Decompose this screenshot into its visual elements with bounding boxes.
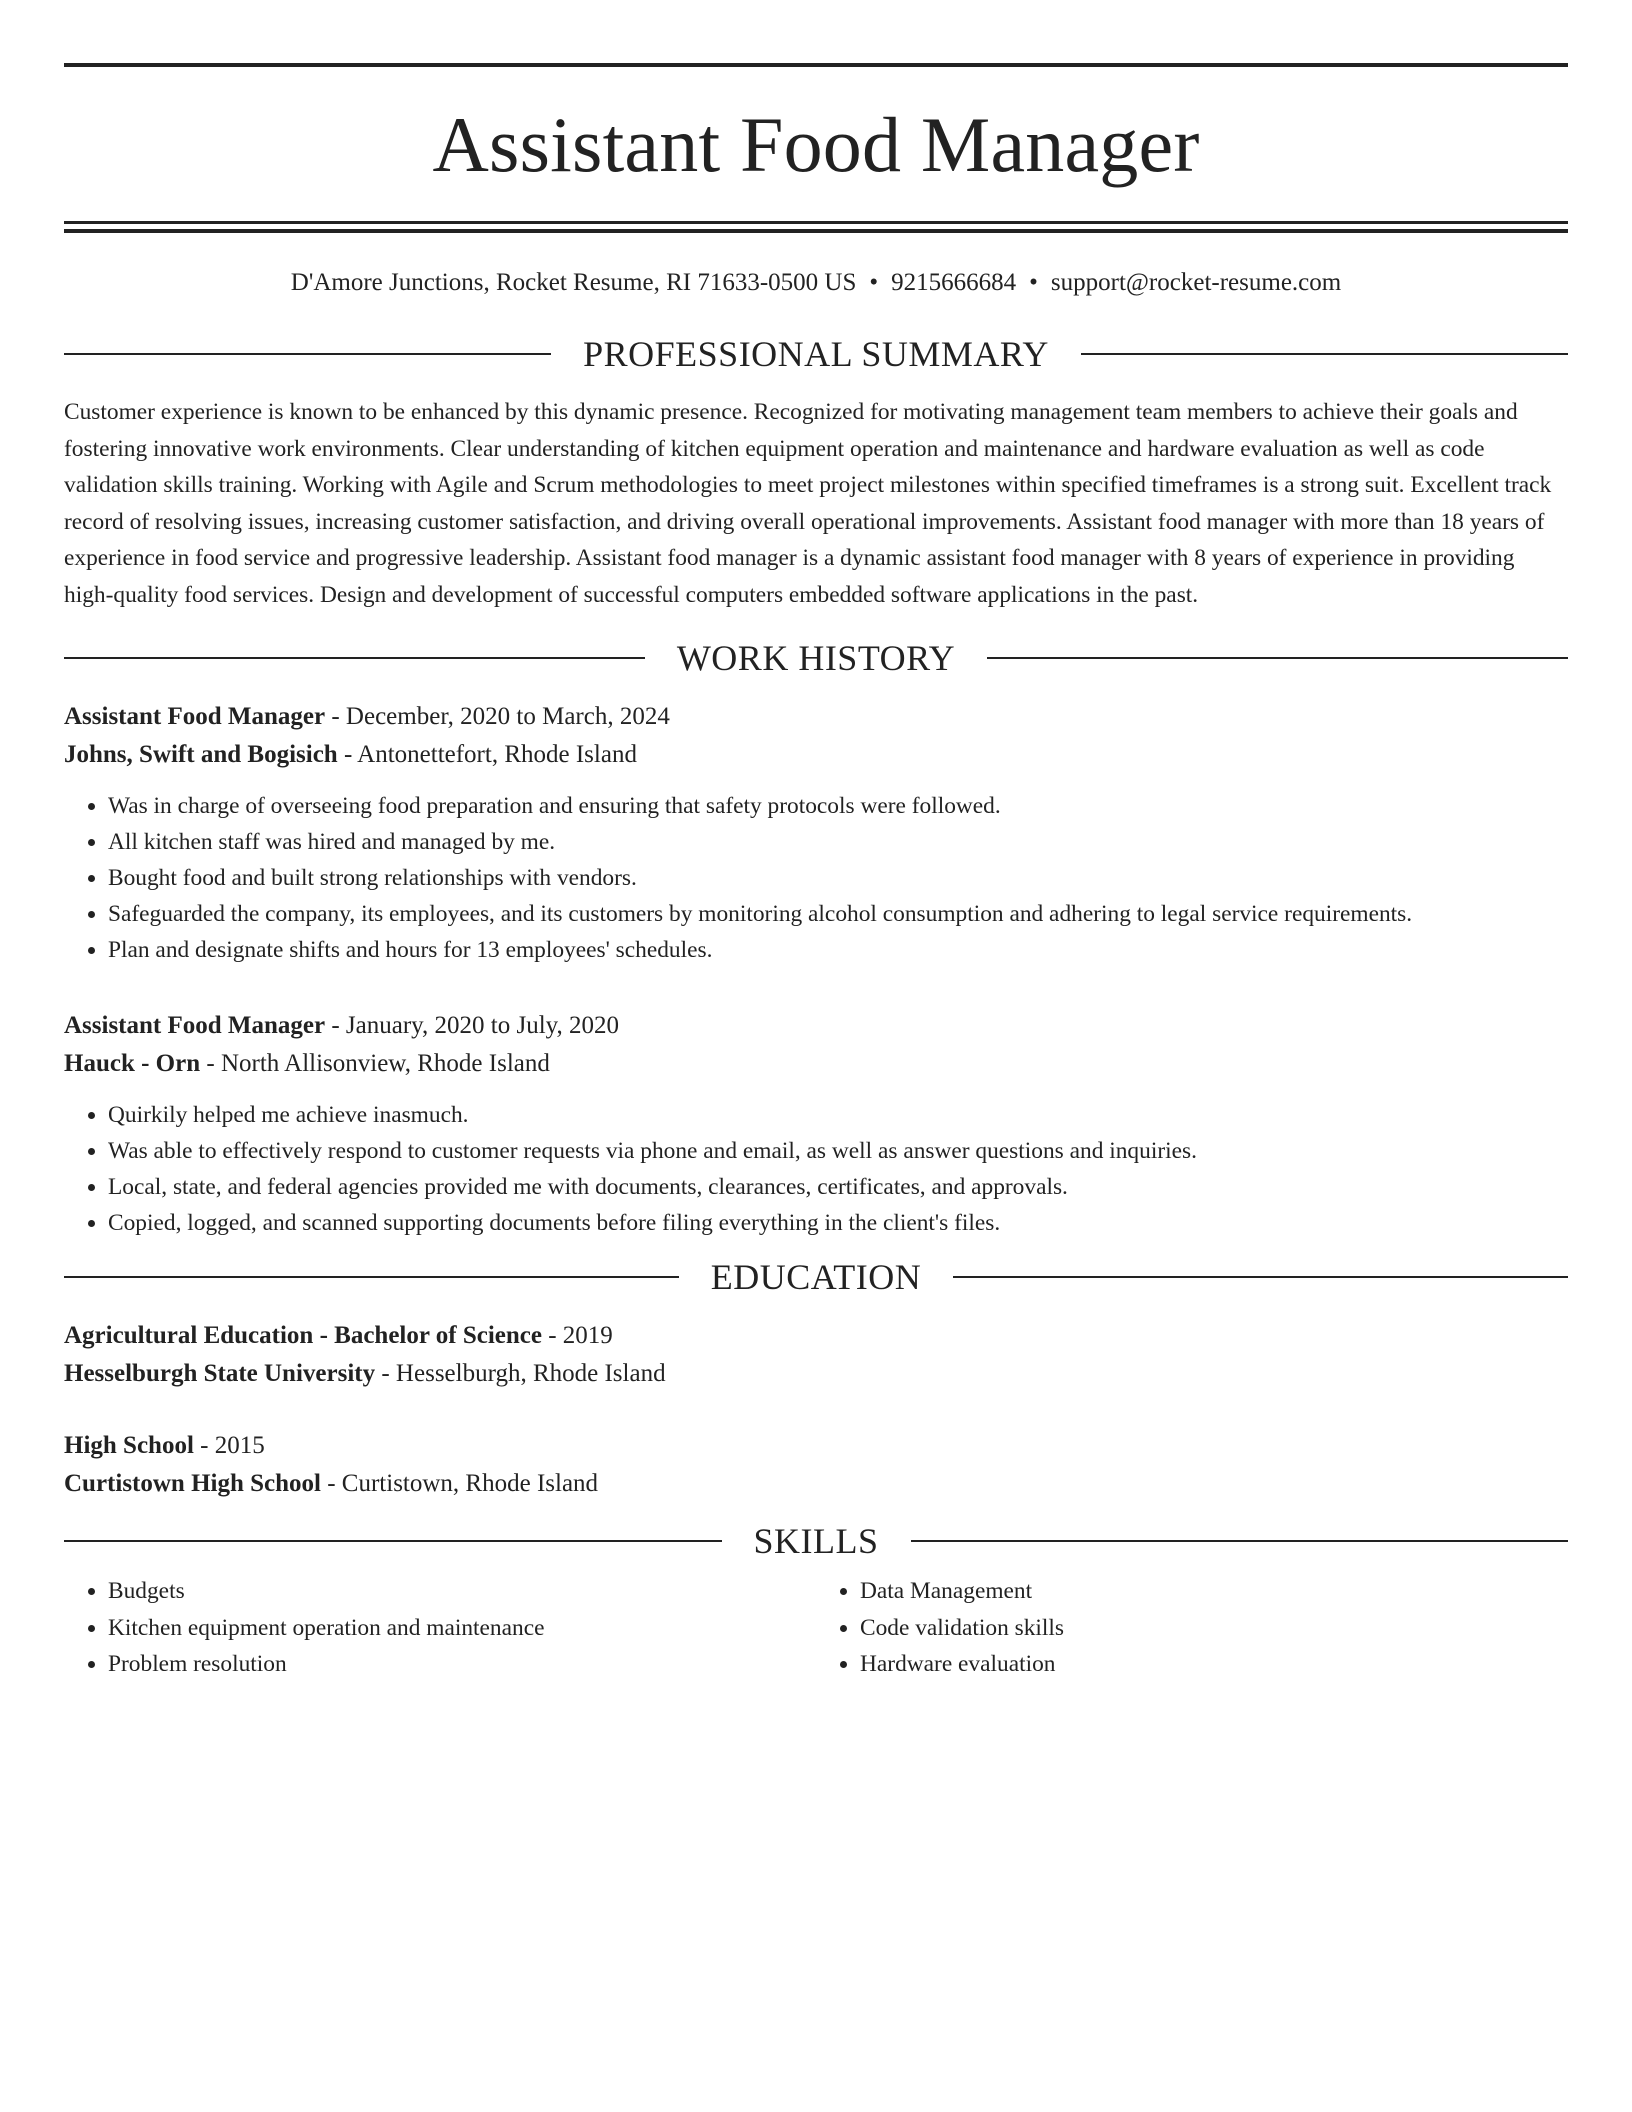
contact-email: support@rocket-resume.com	[1050, 269, 1342, 296]
section-title: EDUCATION	[710, 1257, 922, 1298]
list-item: • Budgets	[108, 1573, 816, 1609]
list-item: • Bought food and built strong relationships with vendors.	[108, 860, 1568, 896]
title-double-rule	[64, 221, 1568, 233]
job-title-line	[64, 698, 1568, 736]
job-dates: - December, 2020 to March, 2024	[325, 702, 670, 730]
education-school: Hesselburgh State University	[64, 1360, 376, 1388]
job-location: - Antonettefort, Rhode Island	[337, 740, 637, 768]
job-company: Johns, Swift and Bogisich	[64, 740, 338, 768]
list-item: • Local, state, and federal agencies provided me with documents, clearances, certificates, and approvals.	[108, 1169, 1568, 1205]
section-heading-summary	[64, 332, 1568, 376]
section-title: PROFESSIONAL SUMMARY	[583, 334, 1049, 374]
list-item: • Problem resolution	[108, 1646, 816, 1682]
resume-title: Assistant Food Manager	[432, 101, 1200, 188]
contact-address: D'Amore Junctions, Rocket Resume, RI 71633-0500 US	[290, 269, 857, 296]
skills-column-left	[64, 1573, 816, 1682]
heading-rule	[64, 1540, 722, 1542]
job-bullets	[64, 788, 1568, 969]
section-title: SKILLS	[753, 1521, 879, 1562]
job-dates: - January, 2020 to July, 2020	[325, 1011, 620, 1039]
job-title: Assistant Food Manager	[64, 702, 326, 730]
heading-rule	[987, 657, 1568, 659]
job-company-line	[64, 736, 1568, 774]
education-school: Curtistown High School	[64, 1470, 321, 1498]
contact-separator: •	[1029, 269, 1038, 296]
job-entry	[64, 698, 1568, 969]
skills-column-right	[816, 1573, 1568, 1682]
heading-rule	[64, 657, 645, 659]
education-degree-line	[64, 1427, 1568, 1465]
section-title: WORK HISTORY	[676, 637, 956, 678]
education-year: - 2019	[541, 1322, 613, 1350]
summary-text: Customer experience is known to be enhanced by this dynamic presence. Recognized for motivating management team members to achieve their goals and fostering innovative work environments. Clear understanding of kitchen equipment operation and maintenance and hardware evaluation as well as code validation skills training. Working with Agile and Scrum methodologies to meet project milestones within specified timeframes is a strong suit. Excellent track record of resolving issues, increasing customer satisfaction, and driving overall operational improvements. Assistant food manager with more than 18 years of experience in food service and progressive leadership. Assistant food manager is a dynamic assistant food manager with 8 years of experience in providing high-quality food services. Design and development of successful computers embedded software applications in the past.	[64, 399, 1552, 608]
job-bullets	[64, 1097, 1568, 1242]
list-item: • Plan and designate shifts and hours for 13 employees' schedules.	[108, 932, 1568, 968]
list-item: • All kitchen staff was hired and managed by me.	[108, 824, 1568, 860]
job-title-line	[64, 1007, 1568, 1045]
list-item: • Copied, logged, and scanned supporting documents before filing everything in the client's files.	[108, 1205, 1568, 1241]
job-title: Assistant Food Manager	[64, 1011, 326, 1039]
education-entry	[64, 1317, 1568, 1393]
education-location: - Curtistown, Rhode Island	[320, 1470, 599, 1498]
list-item: • Data Management	[860, 1573, 1568, 1609]
list-item: • Was in charge of overseeing food preparation and ensuring that safety protocols were followed.	[108, 788, 1568, 824]
contact-line	[64, 268, 1568, 298]
heading-rule	[911, 1540, 1569, 1542]
heading-rule	[953, 1276, 1568, 1278]
list-item: • Was able to effectively respond to customer requests via phone and email, as well as answer questions and inquiries.	[108, 1133, 1568, 1169]
heading-rule	[1081, 353, 1568, 355]
job-company: Hauck - Orn	[64, 1049, 201, 1077]
top-rule	[64, 63, 1568, 67]
education-school-line	[64, 1465, 1568, 1503]
list-item: • Safeguarded the company, its employees, and its customers by monitoring alcohol consumption and adhering to legal service requirements.	[108, 896, 1568, 932]
heading-rule	[64, 1276, 679, 1278]
list-item: • Quirkily helped me achieve inasmuch.	[108, 1097, 1568, 1133]
section-heading-education	[64, 1255, 1568, 1299]
contact-separator: •	[869, 269, 879, 296]
education-school-line	[64, 1355, 1568, 1393]
section-heading-skills	[64, 1519, 1568, 1563]
contact-phone: 9215666684	[891, 269, 1017, 296]
heading-rule	[64, 353, 551, 355]
education-degree: High School	[64, 1432, 194, 1460]
education-degree: Agricultural Education - Bachelor of Science	[64, 1322, 542, 1350]
list-item: • Kitchen equipment operation and maintenance	[108, 1610, 816, 1646]
job-location: - North Allisonview, Rhode Island	[200, 1049, 550, 1077]
education-location: - Hesselburgh, Rhode Island	[375, 1360, 666, 1388]
skills-list	[64, 1573, 1568, 1682]
list-item: • Hardware evaluation	[860, 1646, 1568, 1682]
job-entry	[64, 1007, 1568, 1242]
education-entry	[64, 1427, 1568, 1503]
job-company-line	[64, 1045, 1568, 1083]
list-item: • Code validation skills	[860, 1610, 1568, 1646]
education-year: - 2015	[193, 1432, 265, 1460]
section-heading-work-history	[64, 636, 1568, 680]
education-degree-line	[64, 1317, 1568, 1355]
